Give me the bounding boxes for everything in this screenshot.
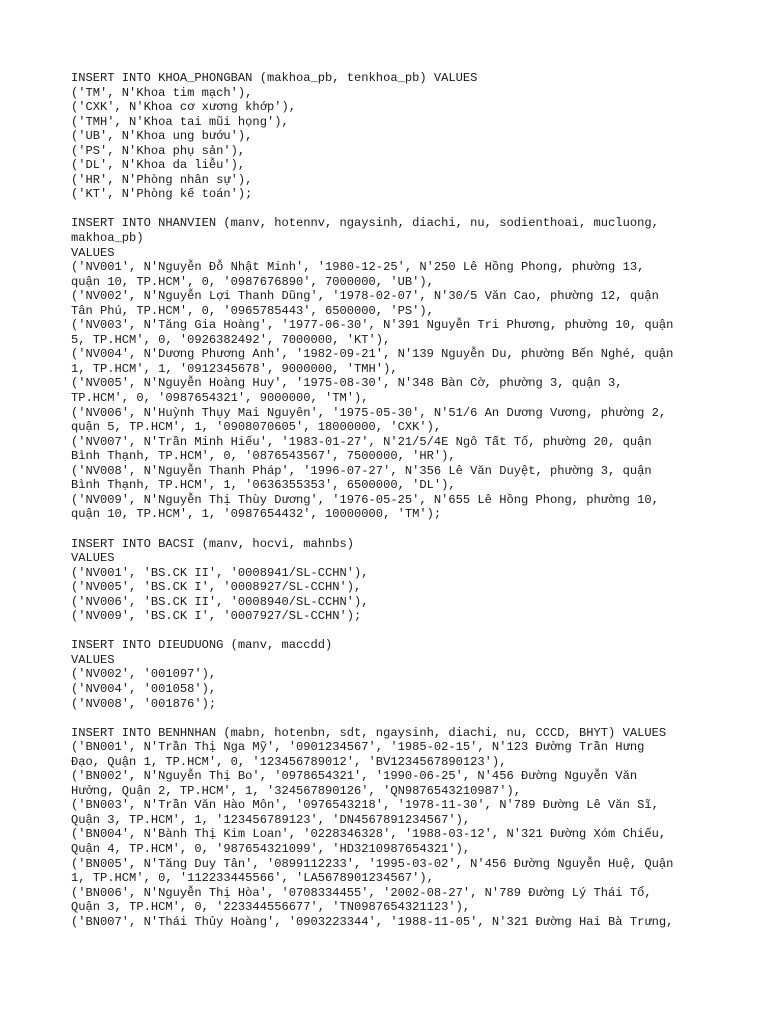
code-line: ('KT', N'Phòng kế toán');	[71, 187, 253, 202]
code-line: 1, TP.HCM', 1, '0912345678', 9000000, 'TMH'),	[71, 361, 398, 376]
code-line: ('HR', N'Phòng nhân sự'),	[71, 172, 253, 187]
code-line: Bình Thạnh, TP.HCM', 0, '0876543567', 7500000, 'HR'),	[71, 449, 456, 464]
code-line: 5, TP.HCM', 0, '0926382492', 7000000, 'KT'),	[71, 332, 391, 347]
sql-statement-block	[71, 537, 711, 624]
code-line: ('NV006', N'Huỳnh Thụy Mai Nguyên', '1975-05-30', N'51/6 An Dương Vương, phường 2,	[71, 405, 667, 420]
code-line: VALUES	[71, 245, 115, 260]
code-line: makhoa_pb)	[71, 231, 144, 246]
code-line: ('NV003', N'Tăng Gia Hoàng', '1977-06-30', N'391 Nguyễn Tri Phương, phường 10, quận	[71, 318, 674, 333]
code-line: ('TMH', N'Khoa tai mũi họng'),	[71, 114, 289, 129]
code-line: Quận 3, TP.HCM', 1, '123456789123', 'DN4567891234567'),	[71, 812, 471, 827]
blank-line	[71, 202, 711, 217]
code-line: Quận 3, TP.HCM', 0, '223344556677', 'TN0987654321123'),	[71, 900, 471, 915]
code-line: ('NV002', '001097'),	[71, 667, 217, 682]
code-line: INSERT INTO BENHNHAN (mabn, hotenbn, sdt, ngaysinh, diachi, nu, CCCD, BHYT) VALUES	[71, 725, 667, 740]
code-line: ('DL', N'Khoa da liễu'),	[71, 158, 246, 173]
blank-line	[71, 711, 711, 726]
code-line: ('NV005', 'BS.CK I', '0008927/SL-CCHN'),	[71, 580, 362, 595]
code-line: INSERT INTO BACSI (manv, hocvi, mahnbs)	[71, 536, 355, 551]
code-line: quận 10, TP.HCM', 1, '0987654432', 10000000, 'TM');	[71, 507, 442, 522]
code-line: ('BN005', N'Tăng Duy Tân', '0899112233', '1995-03-02', N'456 Đường Nguyễn Huệ, Quận	[71, 856, 674, 871]
code-line: ('BN004', N'Bành Thị Kim Loan', '0228346328', '1988-03-12', N'321 Đường Xóm Chiếu,	[71, 827, 667, 842]
sql-statement-block	[71, 638, 711, 711]
code-line: ('PS', N'Khoa phụ sản'),	[71, 143, 246, 158]
code-line: ('NV008', '001876');	[71, 696, 217, 711]
code-line: ('BN001', N'Trần Thị Nga Mỹ', '0901234567', '1985-02-15', N'123 Đường Trần Hưng	[71, 740, 645, 755]
code-line: ('NV007', N'Trần Minh Hiếu', '1983-01-27', N'21/5/4E Ngô Tất Tố, phường 20, quận	[71, 434, 652, 449]
code-line: VALUES	[71, 551, 115, 566]
code-line: ('TM', N'Khoa tim mạch'),	[71, 85, 253, 100]
code-line: ('UB', N'Khoa ung bướu'),	[71, 129, 253, 144]
blank-line	[71, 522, 711, 537]
code-line: Hưởng, Quận 2, TP.HCM', 1, '324567890126', 'QN9876543210987'),	[71, 783, 521, 798]
code-line: ('NV008', N'Nguyễn Thanh Pháp', '1996-07-27', N'356 Lê Văn Duyệt, phường 3, quận	[71, 463, 652, 478]
code-line: ('NV004', N'Dương Phương Anh', '1982-09-21', N'139 Nguyễn Du, phường Bến Nghé, quận	[71, 347, 674, 362]
code-line: ('BN002', N'Nguyễn Thị Bo', '0978654321', '1990-06-25', N'456 Đường Nguyễn Văn	[71, 769, 638, 784]
code-line: INSERT INTO DIEUDUONG (manv, maccdd)	[71, 638, 333, 653]
code-line: TP.HCM', 0, '0987654321', 9000000, 'TM'),	[71, 391, 369, 406]
code-line: Đạo, Quận 1, TP.HCM', 0, '123456789012', 'BV1234567890123'),	[71, 754, 507, 769]
code-line: ('NV004', '001058'),	[71, 681, 217, 696]
code-line: ('BN006', N'Nguyễn Thị Hòa', '0708334455', '2002-08-27', N'789 Đường Lý Thái Tổ,	[71, 885, 652, 900]
sql-code-block	[71, 71, 711, 929]
code-line: Tân Phú, TP.HCM', 0, '0965785443', 6500000, 'PS'),	[71, 303, 434, 318]
code-line: ('NV005', N'Nguyễn Hoàng Huy', '1975-08-30', N'348 Bàn Cờ, phường 3, quận 3,	[71, 376, 623, 391]
blank-line	[71, 624, 711, 639]
code-line: ('NV006', 'BS.CK II', '0008940/SL-CCHN'),	[71, 594, 369, 609]
sql-statement-block	[71, 216, 711, 521]
code-line: Bình Thạnh, TP.HCM', 1, '0636355353', 6500000, 'DL'),	[71, 478, 456, 493]
code-line: ('CXK', N'Khoa cơ xương khớp'),	[71, 100, 296, 115]
code-line: Quận 4, TP.HCM', 0, '987654321099', 'HD3210987654321'),	[71, 841, 471, 856]
code-line: 1, TP.HCM', 0, '112233445566', 'LA5678901234567'),	[71, 871, 434, 886]
sql-statement-block	[71, 726, 711, 930]
code-line: ('NV002', N'Nguyễn Lợi Thanh Dũng', '1978-02-07', N'30/5 Văn Cao, phường 12, quận	[71, 289, 659, 304]
code-line: ('NV009', N'Nguyễn Thị Thùy Dương', '1976-05-25', N'655 Lê Hồng Phong, phường 10,	[71, 492, 659, 507]
code-line: quận 5, TP.HCM', 1, '0908070605', 18000000, 'CXK'),	[71, 420, 442, 435]
code-line: INSERT INTO NHANVIEN (manv, hotennv, ngaysinh, diachi, nu, sodienthoai, mucluong,	[71, 216, 659, 231]
code-line: quận 10, TP.HCM', 0, '0987676890', 7000000, 'UB'),	[71, 274, 434, 289]
code-line: ('NV001', 'BS.CK II', '0008941/SL-CCHN'),	[71, 565, 369, 580]
code-line: VALUES	[71, 652, 115, 667]
code-line: ('BN003', N'Trần Văn Hào Môn', '0976543218', '1978-11-30', N'789 Đường Lê Văn Sĩ,	[71, 798, 659, 813]
sql-statement-block	[71, 71, 711, 202]
code-line: ('BN007', N'Thái Thủy Hoàng', '0903223344', '1988-11-05', N'321 Đường Hai Bà Trưng,	[71, 914, 674, 929]
code-line: ('NV001', N'Nguyễn Đỗ Nhật Minh', '1980-12-25', N'250 Lê Hồng Phong, phường 13,	[71, 260, 645, 275]
code-line: INSERT INTO KHOA_PHONGBAN (makhoa_pb, tenkhoa_pb) VALUES	[71, 71, 478, 85]
code-line: ('NV009', 'BS.CK I', '0007927/SL-CCHN');	[71, 609, 362, 624]
